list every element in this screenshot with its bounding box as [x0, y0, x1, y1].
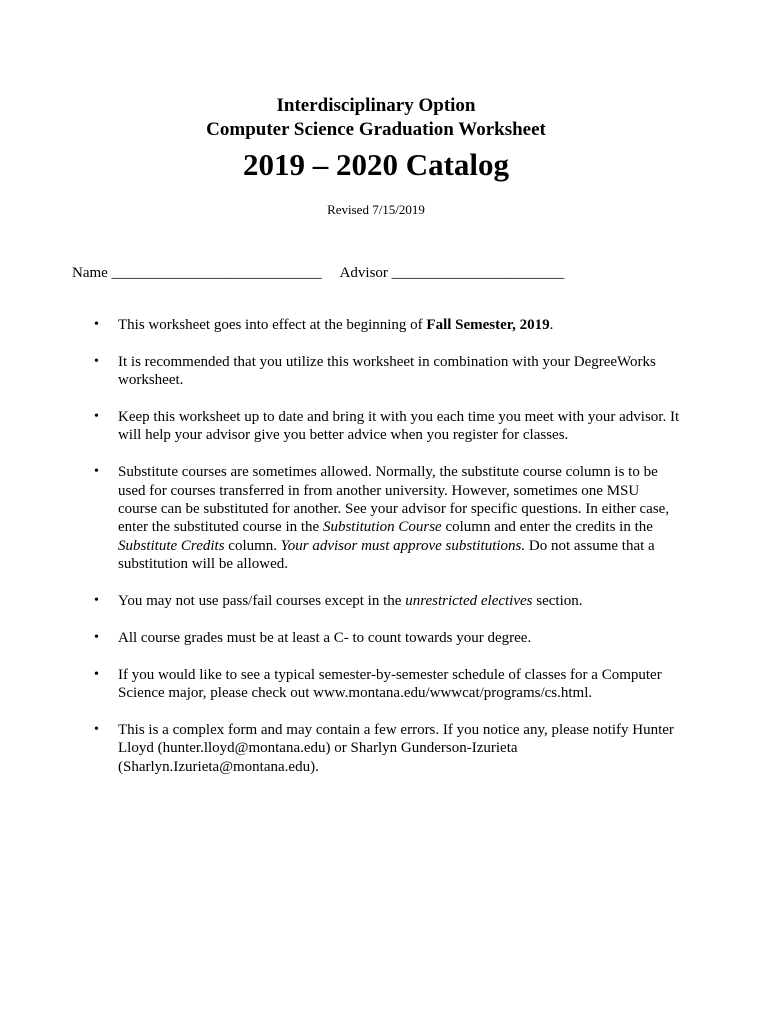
bullet-text: section. — [532, 593, 583, 610]
catalog-year: 2019 – 2020 Catalog — [242, 147, 510, 182]
bullet-icon: • — [94, 353, 99, 369]
list-item — [92, 666, 682, 703]
bullet-icon: • — [94, 409, 99, 424]
bullet-text: This worksheet goes into effect at the beginning of — [118, 317, 427, 333]
bullet-icon: • — [94, 666, 99, 682]
bullet-text: This is a complex form and may contain a few errors. If you notice any, please notify Hunter Lloyd (hunter.lloyd@montana.edu) or Sharlyn Gunderson-Izurieta (Sharlyn.Izurieta@montana.edu). — [118, 721, 674, 775]
document-header — [0, 94, 752, 218]
bullet-text: Do not assume that a substitution will be allowed. — [118, 537, 655, 573]
bullet-text: column. — [224, 537, 281, 554]
list-item — [92, 463, 682, 573]
bullet-text: . — [549, 317, 554, 333]
list-item — [92, 629, 682, 647]
revised-date: Revised 7/15/2019 — [327, 202, 425, 217]
bullet-icon: • — [94, 629, 99, 645]
advisor-label: Advisor — [339, 265, 388, 281]
bullet-italic-text: Your advisor must approve substitutions. — [280, 537, 526, 554]
signature-row — [72, 263, 564, 283]
bullet-text: Substitute courses are sometimes allowed. Normally, the substitute course column is to be used for courses transferred in from another university. However, sometimes one MSU course can be substituted for another. See your advisor for specific questions. In either case, enter the substituted course in the — [118, 464, 670, 536]
bullet-italic-text: Substitute Credits — [118, 537, 225, 554]
bullet-icon: • — [94, 593, 99, 609]
bullet-icon: • — [94, 721, 99, 737]
title-worksheet: Computer Science Graduation Worksheet — [206, 119, 546, 140]
name-label: Name — [72, 265, 108, 281]
instructions-list — [92, 316, 682, 794]
bullet-icon: • — [94, 317, 99, 332]
bullet-text: Keep this worksheet up to date and bring it with you each time you meet with your advisor. It will help your advisor give you better advice when you register for classes. — [118, 409, 680, 444]
name-blank-line: ____________________________ — [111, 265, 322, 281]
bullet-text: All course grades must be at least a C- to count towards your degree. — [118, 629, 532, 646]
bullet-italic-text: Substitution Course — [322, 519, 442, 536]
bullet-text: column and enter the credits in the — [441, 519, 653, 536]
bullet-text: You may not use pass/fail courses except in the — [118, 593, 406, 610]
advisor-blank-line: _______________________ — [391, 265, 565, 281]
bullet-text: If you would like to see a typical semester-by-semester schedule of classes for a Computer Science major, please check out www.montana.edu/wwwcat/programs/cs.html. — [118, 666, 662, 702]
list-item — [92, 592, 682, 610]
bullet-text: It is recommended that you utilize this worksheet in combination with your DegreeWorks worksheet. — [118, 353, 656, 389]
list-item — [92, 353, 682, 390]
title-option: Interdisciplinary Option — [276, 95, 476, 116]
list-item — [92, 408, 682, 445]
bullet-bold-text: Fall Semester, 2019 — [426, 317, 550, 333]
bullet-italic-text: unrestricted electives — [405, 593, 533, 610]
bullet-icon: • — [94, 464, 99, 480]
list-item — [92, 316, 682, 334]
list-item — [92, 721, 682, 776]
